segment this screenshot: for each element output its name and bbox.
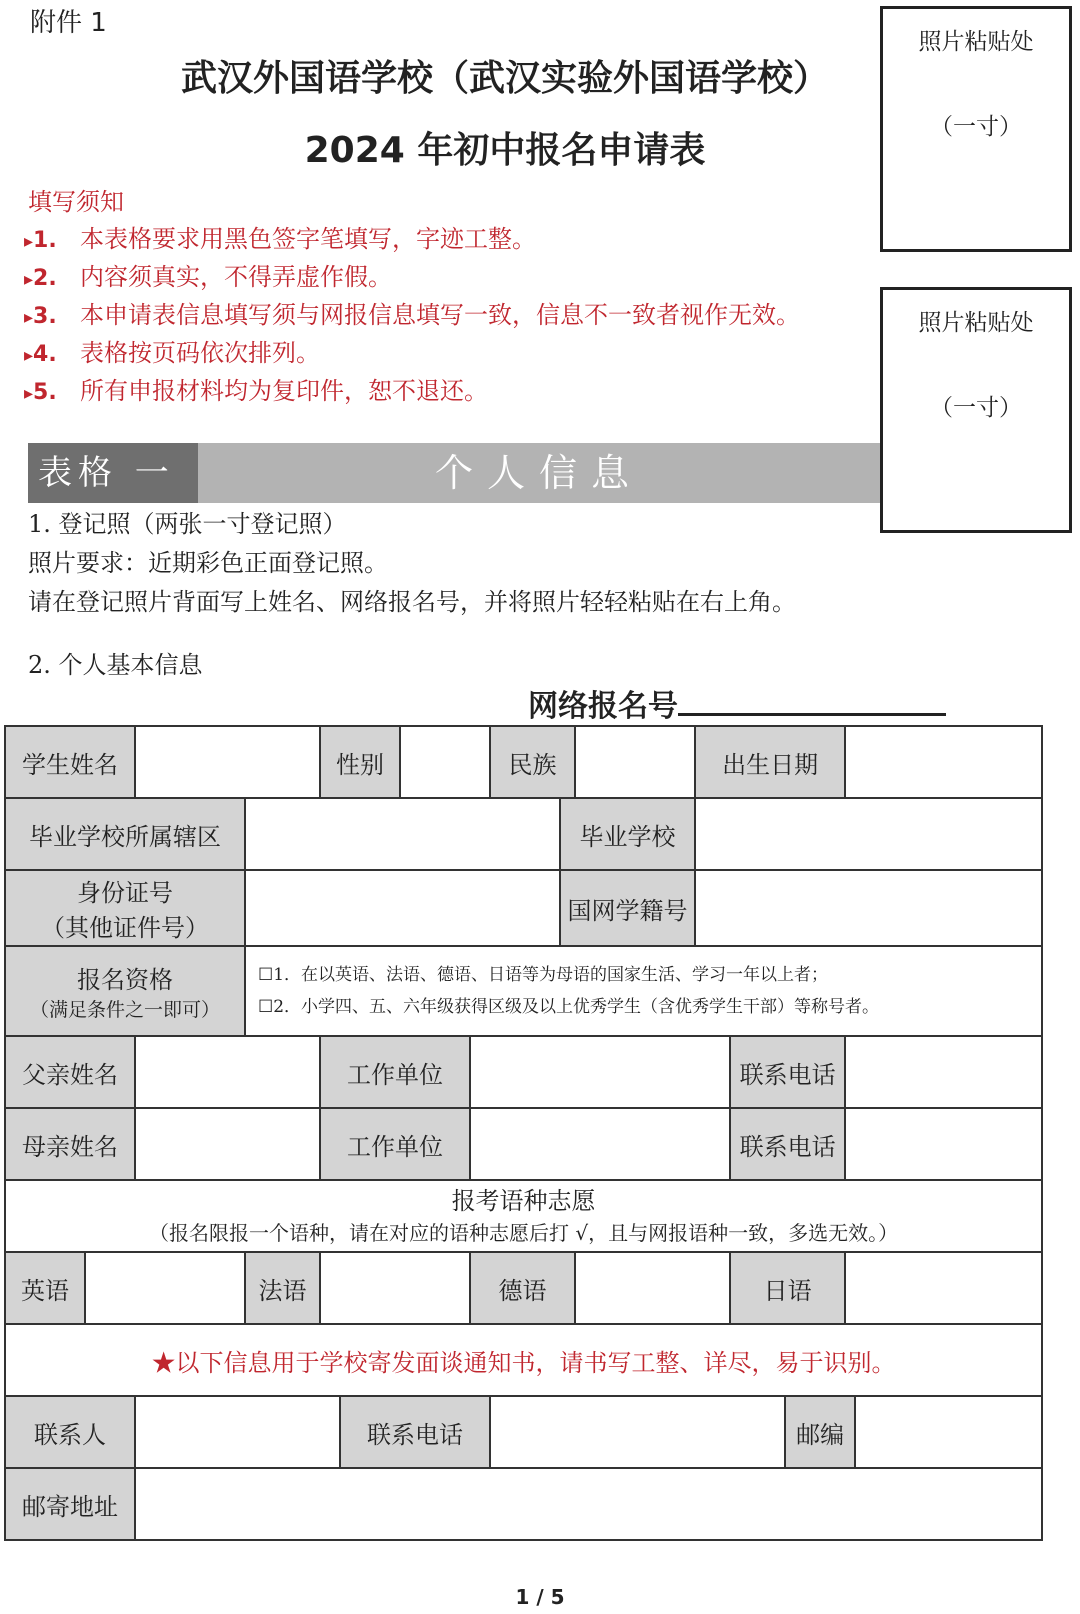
photo-instruction-text: 请在登记照片背面写上姓名、网络报名号，并将照片轻轻粘贴在右上角。 [28,588,796,616]
notice-text: 所有申报材料均为复印件，恕不退还。 [80,377,488,405]
qualification-note: （满足条件之一即可） [29,999,220,1021]
mother-phone-label: 联系电话 [730,1108,845,1180]
notice-list [24,220,800,410]
contact-person-field[interactable] [135,1396,340,1468]
photo-box-1 [880,6,1072,252]
father-name-label: 父亲姓名 [5,1036,135,1108]
father-phone-field[interactable] [845,1036,1042,1108]
mother-name-field[interactable] [135,1108,320,1180]
basic-info-heading: 2. 个人基本信息 [28,651,203,679]
mother-name-label: 母亲姓名 [5,1108,135,1180]
photo-box-size: （一寸） [930,395,1022,421]
qualification-text: 报名资格 [77,966,173,994]
mother-work-unit-label: 工作单位 [320,1108,470,1180]
id-number-text: 身份证号 [77,879,173,907]
notice-item [24,372,800,410]
attachment-label: 附件 1 [30,8,107,38]
section-tag: 表格 一 [28,443,198,503]
registration-number-label: 网络报名号 [528,689,678,724]
qualification-label [5,946,245,1036]
postcode-field[interactable] [855,1396,1042,1468]
notice-number: ▸ 4. [24,336,80,375]
notice-number: ▸ 1. [24,222,80,261]
notice-title: 填写须知 [28,188,124,216]
student-name-field[interactable] [135,726,320,798]
section-header-bar [28,443,880,503]
notice-item [24,296,800,334]
school-label: 毕业学校 [560,798,695,870]
father-work-unit-label: 工作单位 [320,1036,470,1108]
japanese-label: 日语 [730,1252,845,1324]
photo-requirement-text: 照片要求：近期彩色正面登记照。 [28,549,388,577]
student-reg-no-label: 国网学籍号 [560,870,695,946]
page-number: 1 / 5 [515,1585,565,1609]
contact-person-label: 联系人 [5,1396,135,1468]
gender-field[interactable] [400,726,490,798]
english-check-field[interactable] [85,1252,245,1324]
student-name-label: 学生姓名 [5,726,135,798]
id-other-text: （其他证件号） [41,914,209,942]
qualification-choice-2[interactable]: ☐2．小学四、五、六年级获得区级及以上优秀学生（含优秀学生干部）等称号者。 [258,997,880,1017]
registration-number-blank[interactable] [678,683,946,716]
photo-requirement-heading: 1. 登记照（两张一寸登记照） [28,510,347,538]
section-title: 个人信息 [434,451,643,495]
birth-date-field[interactable] [845,726,1042,798]
qualification-choices [245,946,1042,1036]
german-label: 德语 [470,1252,575,1324]
language-wish-note: （报名限报一个语种，请在对应的语种志愿后打 √，且与网报语种一致，多选无效。） [149,1221,899,1245]
student-reg-no-field[interactable] [695,870,1042,946]
qualification-choice-1[interactable]: ☐1．在以英语、法语、德语、日语等为母语的国家生活、学习一年以上者； [258,965,829,985]
ethnicity-field[interactable] [575,726,695,798]
mail-address-field[interactable] [135,1468,1042,1540]
french-check-field[interactable] [320,1252,470,1324]
notice-number: ▸ 3. [24,298,80,337]
school-field[interactable] [695,798,1042,870]
father-name-field[interactable] [135,1036,320,1108]
mother-phone-field[interactable] [845,1108,1042,1180]
notice-number: ▸ 5. [24,374,80,413]
notice-item [24,220,800,258]
school-district-field[interactable] [245,798,560,870]
notice-text: 本申请表信息填写须与网报信息填写一致，信息不一致者视作无效。 [80,301,800,329]
german-check-field[interactable] [575,1252,730,1324]
notice-item [24,334,800,372]
contact-phone-label: 联系电话 [340,1396,490,1468]
ethnicity-label: 民族 [490,726,575,798]
application-form-table [4,725,1043,1541]
father-work-unit-field[interactable] [470,1036,730,1108]
notice-number: ▸ 2. [24,260,80,299]
contact-phone-field[interactable] [490,1396,785,1468]
photo-box-size: （一寸） [930,114,1022,140]
form-title: 2024 年初中报名申请表 [304,130,706,171]
mail-address-label: 邮寄地址 [5,1468,135,1540]
postcode-label: 邮编 [785,1396,855,1468]
photo-box-label: 照片粘贴处 [918,29,1034,55]
birth-date-label: 出生日期 [695,726,845,798]
language-wish-header [5,1180,1042,1252]
father-phone-label: 联系电话 [730,1036,845,1108]
english-label: 英语 [5,1252,85,1324]
photo-box-label: 照片粘贴处 [918,310,1034,336]
notice-text: 本表格要求用黑色签字笔填写，字迹工整。 [80,225,536,253]
school-district-label: 毕业学校所属辖区 [5,798,245,870]
id-number-field[interactable] [245,870,560,946]
mail-notice: ★以下信息用于学校寄发面谈通知书，请书写工整、详尽，易于识别。 [5,1324,1042,1396]
registration-number-field [528,681,946,725]
notice-text: 表格按页码依次排列。 [80,339,320,367]
mother-work-unit-field[interactable] [470,1108,730,1180]
french-label: 法语 [245,1252,320,1324]
school-title: 武汉外国语学校（武汉实验外国语学校） [180,58,829,99]
id-number-label [5,870,245,946]
language-wish-title: 报考语种志愿 [451,1187,596,1215]
notice-text: 内容须真实，不得弄虚作假。 [80,263,392,291]
gender-label: 性别 [320,726,400,798]
notice-item [24,258,800,296]
photo-box-2 [880,287,1072,533]
japanese-check-field[interactable] [845,1252,1042,1324]
